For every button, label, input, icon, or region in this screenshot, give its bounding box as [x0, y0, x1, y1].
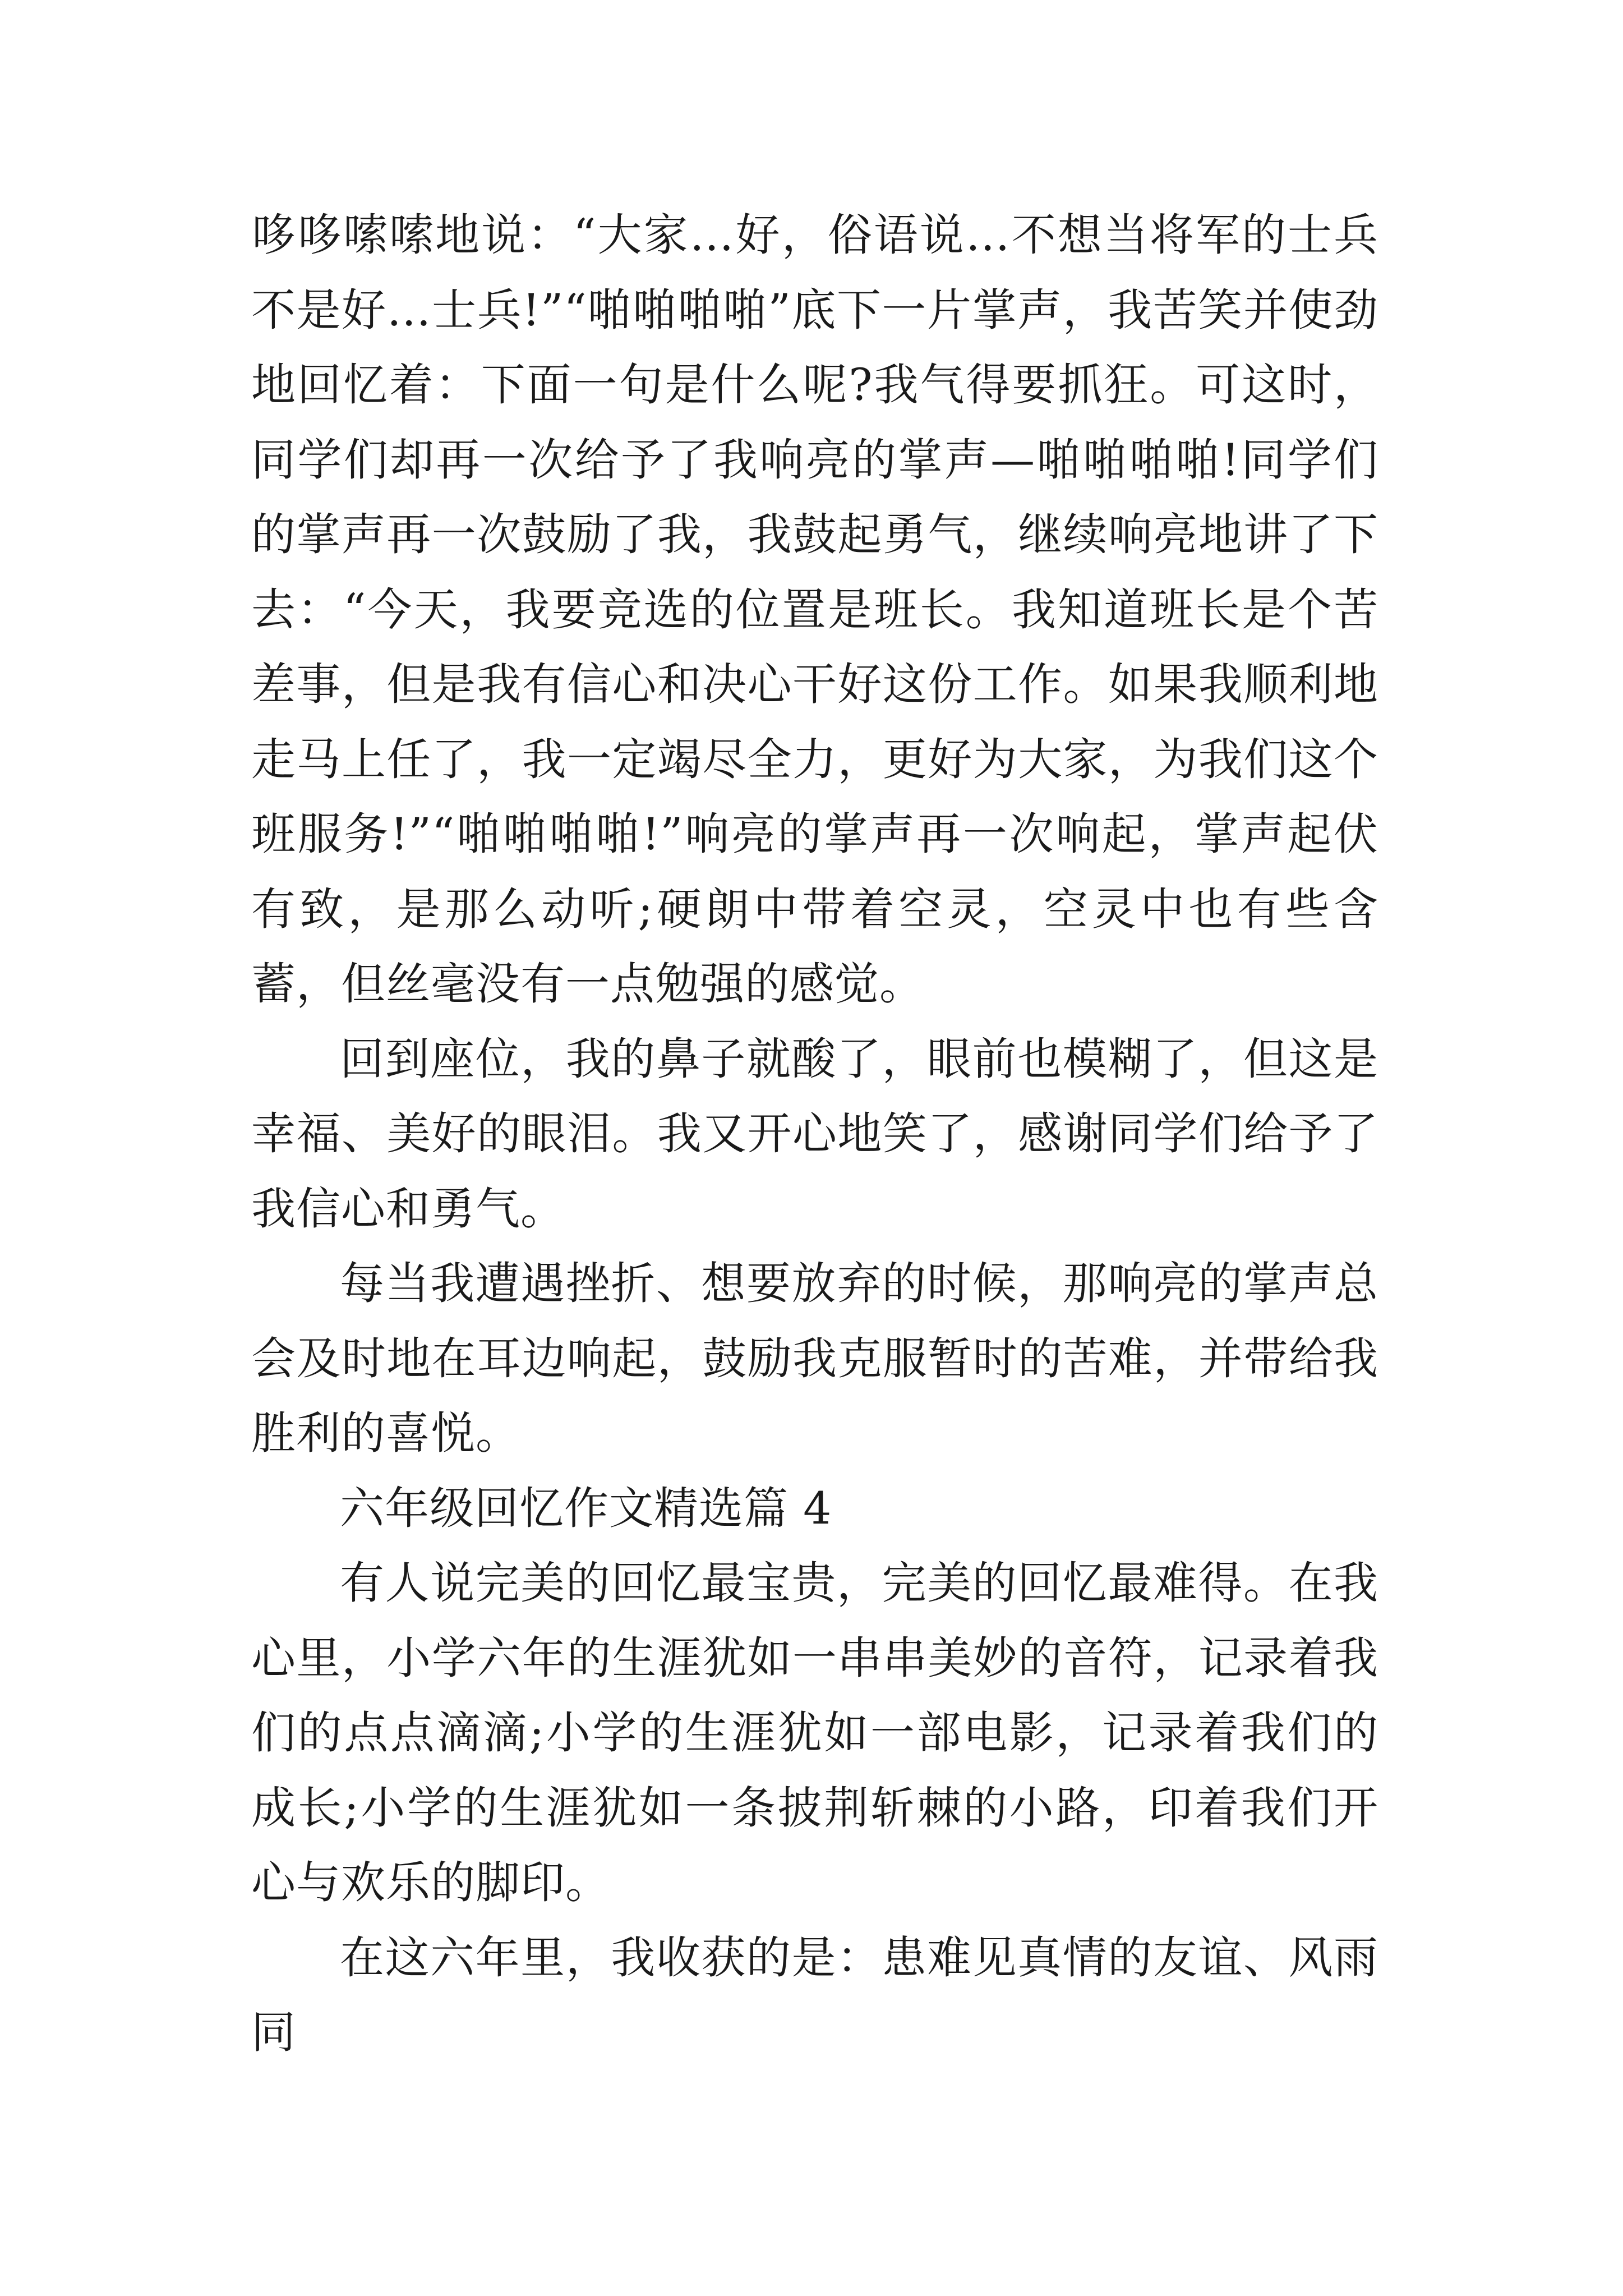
paragraph-4: 有人说完美的回忆最宝贵，完美的回忆最难得。在我心里，小学六年的生涯犹如一串串美妙的音符，记录着我们的点点滴滴;小学的生涯犹如一部电影，记录着我们的成长;小学的生涯犹如一条披荆斩棘的小路，印着我们开心与欢乐的脚印。 — [251, 1557, 1378, 1908]
paragraph-2: 回到座位，我的鼻子就酸了，眼前也模糊了，但这是幸福、美好的眼泪。我又开心地笑了，感谢同学们给予了我信心和勇气。 — [251, 1033, 1378, 1235]
paragraph-1: 哆哆嗦嗦地说：“大家…好，俗语说…不想当将军的士兵不是好…士兵!”“啪啪啪啪”底下一片掌声，我苦笑并使劲地回忆着：下面一句是什么呢?我气得要抓狂。可这时，同学们却再一次给予了我响亮的掌声—啪啪啪啪!同学们的掌声再一次鼓励了我，我鼓起勇气，继续响亮地讲了下去：“今天，我要竞选的位置是班长。我知道班长是个苦差事，但是我有信心和决心干好这份工作。如果我顺利地走马上任了，我一定竭尽全力，更好为大家，为我们这个班服务!”“啪啪啪啪!”响亮的掌声再一次响起，掌声起伏有致，是那么动听;硬朗中带着空灵，空灵中也有些含蓄，但丝毫没有一点勉强的感觉。 — [251, 209, 1378, 1010]
paragraph-3: 每当我遭遇挫折、想要放弃的时候，那响亮的掌声总会及时地在耳边响起，鼓励我克服暂时的苦难，并带给我胜利的喜悦。 — [251, 1258, 1378, 1459]
document-body — [251, 198, 1378, 2070]
paragraph-5: 在这六年里，我收获的是：患难见真情的友谊、风雨同 — [251, 1931, 1378, 2058]
section-heading: 六年级回忆作文精选篇 4 — [340, 1482, 832, 1534]
